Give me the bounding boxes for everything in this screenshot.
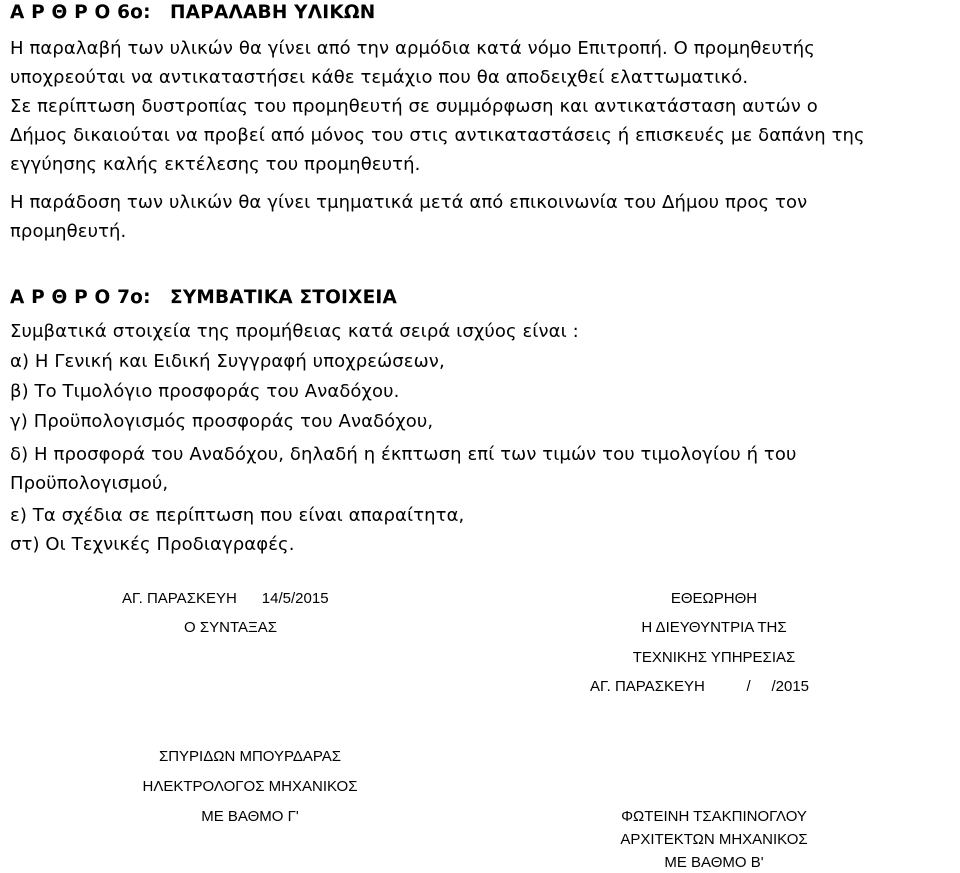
article-6-line: Σε περίπτωση δυστροπίας του προμηθευτή σε συμμόρφωση και αντικατάσταση αυτών ο (10, 96, 818, 117)
right-name: ΦΩΤΕΙΝΗ ΤΣΑΚΠΙΝΟΓΛΟΥ (621, 808, 807, 825)
article-6-heading (10, 2, 610, 26)
article-7-title: ΣΥΜΒΑΤΙΚΑ ΣΤΟΙΧΕΙΑ (170, 287, 398, 308)
left-place-date: ΑΓ. ΠΑΡΑΣΚΕΥΗ 14/5/2015 (122, 590, 329, 607)
article-7-line: β) Το Τιμολόγιο προσφοράς του Αναδόχου. (10, 381, 400, 402)
article-7-label: Α Ρ Θ Ρ Ο 7ο: (10, 287, 151, 308)
right-title: ΑΡΧΙΤΕΚΤΩΝ ΜΗΧΑΝΙΚΟΣ (620, 831, 808, 848)
left-role: Ο ΣΥΝΤΑΞΑΣ (184, 619, 278, 636)
article-6-line: υποχρεούται να αντικαταστήσει κάθε τεμάχιο που θα αποδειχθεί ελαττωματικό. (10, 67, 749, 88)
right-grade: ΜΕ ΒΑΘΜΟ Β' (664, 854, 764, 871)
article-7-line: στ) Οι Τεχνικές Προδιαγραφές. (10, 534, 295, 555)
article-7-line: ε) Τα σχέδια σε περίπτωση που είναι απαραίτητα, (10, 505, 465, 526)
article-6-line: Η παράδοση των υλικών θα γίνει τμηματικά μετά από επικοινωνία του Δήμου προς τον (10, 192, 808, 213)
right-heading: ΕΘΕΩΡΗΘΗ (670, 590, 758, 607)
article-6-label: Α Ρ Θ Ρ Ο 6ο: (10, 2, 151, 23)
right-role-line1: Η ΔΙΕΥΘΥΝΤΡΙΑ ΤΗΣ (641, 619, 787, 636)
article-6-title: ΠΑΡΑΛΑΒΗ ΥΛΙΚΩΝ (170, 2, 376, 23)
article-6-line: προμηθευτή. (10, 221, 127, 242)
article-7-line: α) Η Γενική και Ειδική Συγγραφή υποχρεώσεων, (10, 351, 445, 372)
article-6-line: Δήμος δικαιούται να προβεί από μόνος του στις αντικαταστάσεις ή επισκευές με δαπάνη της (10, 125, 865, 146)
article-7-line: δ) Η προσφορά του Αναδόχου, δηλαδή η έκπτωση επί των τιμών του τιμολογίου ή του (10, 444, 797, 465)
article-7-line: Συμβατικά στοιχεία της προμήθειας κατά σειρά ισχύος είναι : (10, 321, 579, 342)
article-6-line: Η παραλαβή των υλικών θα γίνει από την αρμόδια κατά νόμο Επιτροπή. Ο προμηθευτής (10, 38, 815, 59)
right-place-date: ΑΓ. ΠΑΡΑΣΚΕΥΗ / /2015 (590, 678, 810, 695)
right-role-line2: ΤΕΧΝΙΚΗΣ ΥΠΗΡΕΣΙΑΣ (632, 649, 796, 666)
article-7-line: γ) Προϋπολογισμός προσφοράς του Αναδόχου, (10, 411, 434, 432)
article-6-line: εγγύησης καλής εκτέλεσης του προμηθευτή. (10, 154, 421, 175)
left-name: ΣΠΥΡΙΔΩΝ ΜΠΟΥΡΔΑΡΑΣ (158, 748, 342, 765)
left-title: ΗΛΕΚΤΡΟΛΟΓΟΣ ΜΗΧΑΝΙΚΟΣ (142, 778, 358, 795)
article-7-line: Προϋπολογισμού, (10, 473, 169, 494)
left-grade: ΜΕ ΒΑΘΜΟ Γ' (201, 808, 299, 825)
article-7-heading (10, 287, 610, 311)
